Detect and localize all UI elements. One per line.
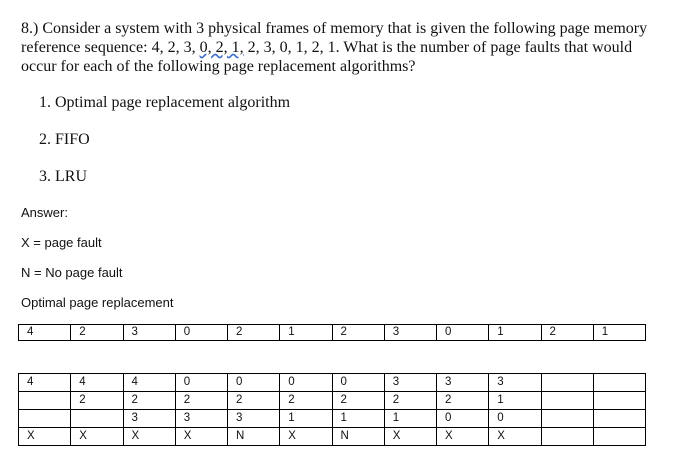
reference-string-table <box>18 324 646 341</box>
fault-cell: X <box>280 428 332 446</box>
reference-cell: 4 <box>19 325 71 341</box>
frame-cell: 0 <box>228 374 280 392</box>
frame-cell: 3 <box>175 410 227 428</box>
frame-cell: 2 <box>384 392 436 410</box>
frame-row-1 <box>19 374 646 392</box>
reference-string-row <box>19 325 646 341</box>
frame-cell <box>593 410 645 428</box>
fault-cell: X <box>123 428 175 446</box>
question-text <box>21 19 661 76</box>
fault-cell: N <box>228 428 280 446</box>
frame-cell <box>541 392 593 410</box>
frame-cell: 1 <box>332 410 384 428</box>
frame-cell: 0 <box>175 374 227 392</box>
reference-cell: 2 <box>71 325 123 341</box>
legend-page-fault: X = page fault <box>21 235 102 250</box>
spellcheck-underlined-text: 0, 2, 1, <box>199 39 244 56</box>
frame-cell: 0 <box>280 374 332 392</box>
frame-cell <box>593 392 645 410</box>
fault-cell: N <box>332 428 384 446</box>
frame-cell: 2 <box>123 392 175 410</box>
fault-cell <box>541 428 593 446</box>
frame-cell: 3 <box>489 374 541 392</box>
fault-cell: X <box>71 428 123 446</box>
frame-cell: 0 <box>332 374 384 392</box>
frame-cell <box>19 410 71 428</box>
fault-row <box>19 428 646 446</box>
frame-cell: 3 <box>384 374 436 392</box>
frame-row-3 <box>19 410 646 428</box>
frame-cell: 2 <box>332 392 384 410</box>
frame-cell: 1 <box>384 410 436 428</box>
frame-row-2 <box>19 392 646 410</box>
reference-cell: 3 <box>123 325 175 341</box>
fault-cell <box>593 428 645 446</box>
frame-cell <box>541 410 593 428</box>
frame-cell <box>541 374 593 392</box>
frame-cell: 3 <box>228 410 280 428</box>
frame-cell <box>19 392 71 410</box>
reference-cell: 2 <box>228 325 280 341</box>
question-text-end: 2, 3, 0, 1, 2, 1. What is the number of page faults that would occur for each of the following page replacement algorithms? <box>21 39 633 75</box>
algorithm-item-fifo: 2. FIFO <box>39 131 90 148</box>
fault-cell: X <box>384 428 436 446</box>
reference-cell: 0 <box>175 325 227 341</box>
section-title-optimal: Optimal page replacement <box>21 295 174 310</box>
reference-cell: 0 <box>437 325 489 341</box>
frame-cell: 2 <box>71 392 123 410</box>
frame-cell <box>71 410 123 428</box>
question-text-start: 8.) Consider a system with 3 physical frames of memory that is given the following page memory reference sequence: 4, 2, 3, <box>21 20 648 56</box>
frame-cell: 3 <box>437 374 489 392</box>
frame-cell: 2 <box>228 392 280 410</box>
reference-cell: 1 <box>280 325 332 341</box>
fault-cell: X <box>175 428 227 446</box>
frame-cell: 4 <box>71 374 123 392</box>
answer-label: Answer: <box>21 205 68 220</box>
frame-cell: 2 <box>437 392 489 410</box>
reference-cell: 1 <box>593 325 645 341</box>
frame-cell: 0 <box>437 410 489 428</box>
frame-cell: 3 <box>123 410 175 428</box>
algorithm-item-optimal: 1. Optimal page replacement algorithm <box>39 94 291 111</box>
legend-no-page-fault: N = No page fault <box>21 265 123 280</box>
reference-cell: 2 <box>332 325 384 341</box>
frame-cell: 1 <box>280 410 332 428</box>
frame-cell: 2 <box>280 392 332 410</box>
frame-cell <box>593 374 645 392</box>
reference-cell: 3 <box>384 325 436 341</box>
frame-cell: 0 <box>489 410 541 428</box>
frame-cell: 2 <box>175 392 227 410</box>
fault-cell: X <box>19 428 71 446</box>
reference-cell: 1 <box>489 325 541 341</box>
frame-cell: 4 <box>19 374 71 392</box>
fault-cell: X <box>437 428 489 446</box>
fault-cell: X <box>489 428 541 446</box>
frame-cell: 4 <box>123 374 175 392</box>
reference-cell: 2 <box>541 325 593 341</box>
frame-state-table <box>18 373 646 446</box>
algorithm-item-lru: 3. LRU <box>39 168 87 185</box>
frame-cell: 1 <box>489 392 541 410</box>
